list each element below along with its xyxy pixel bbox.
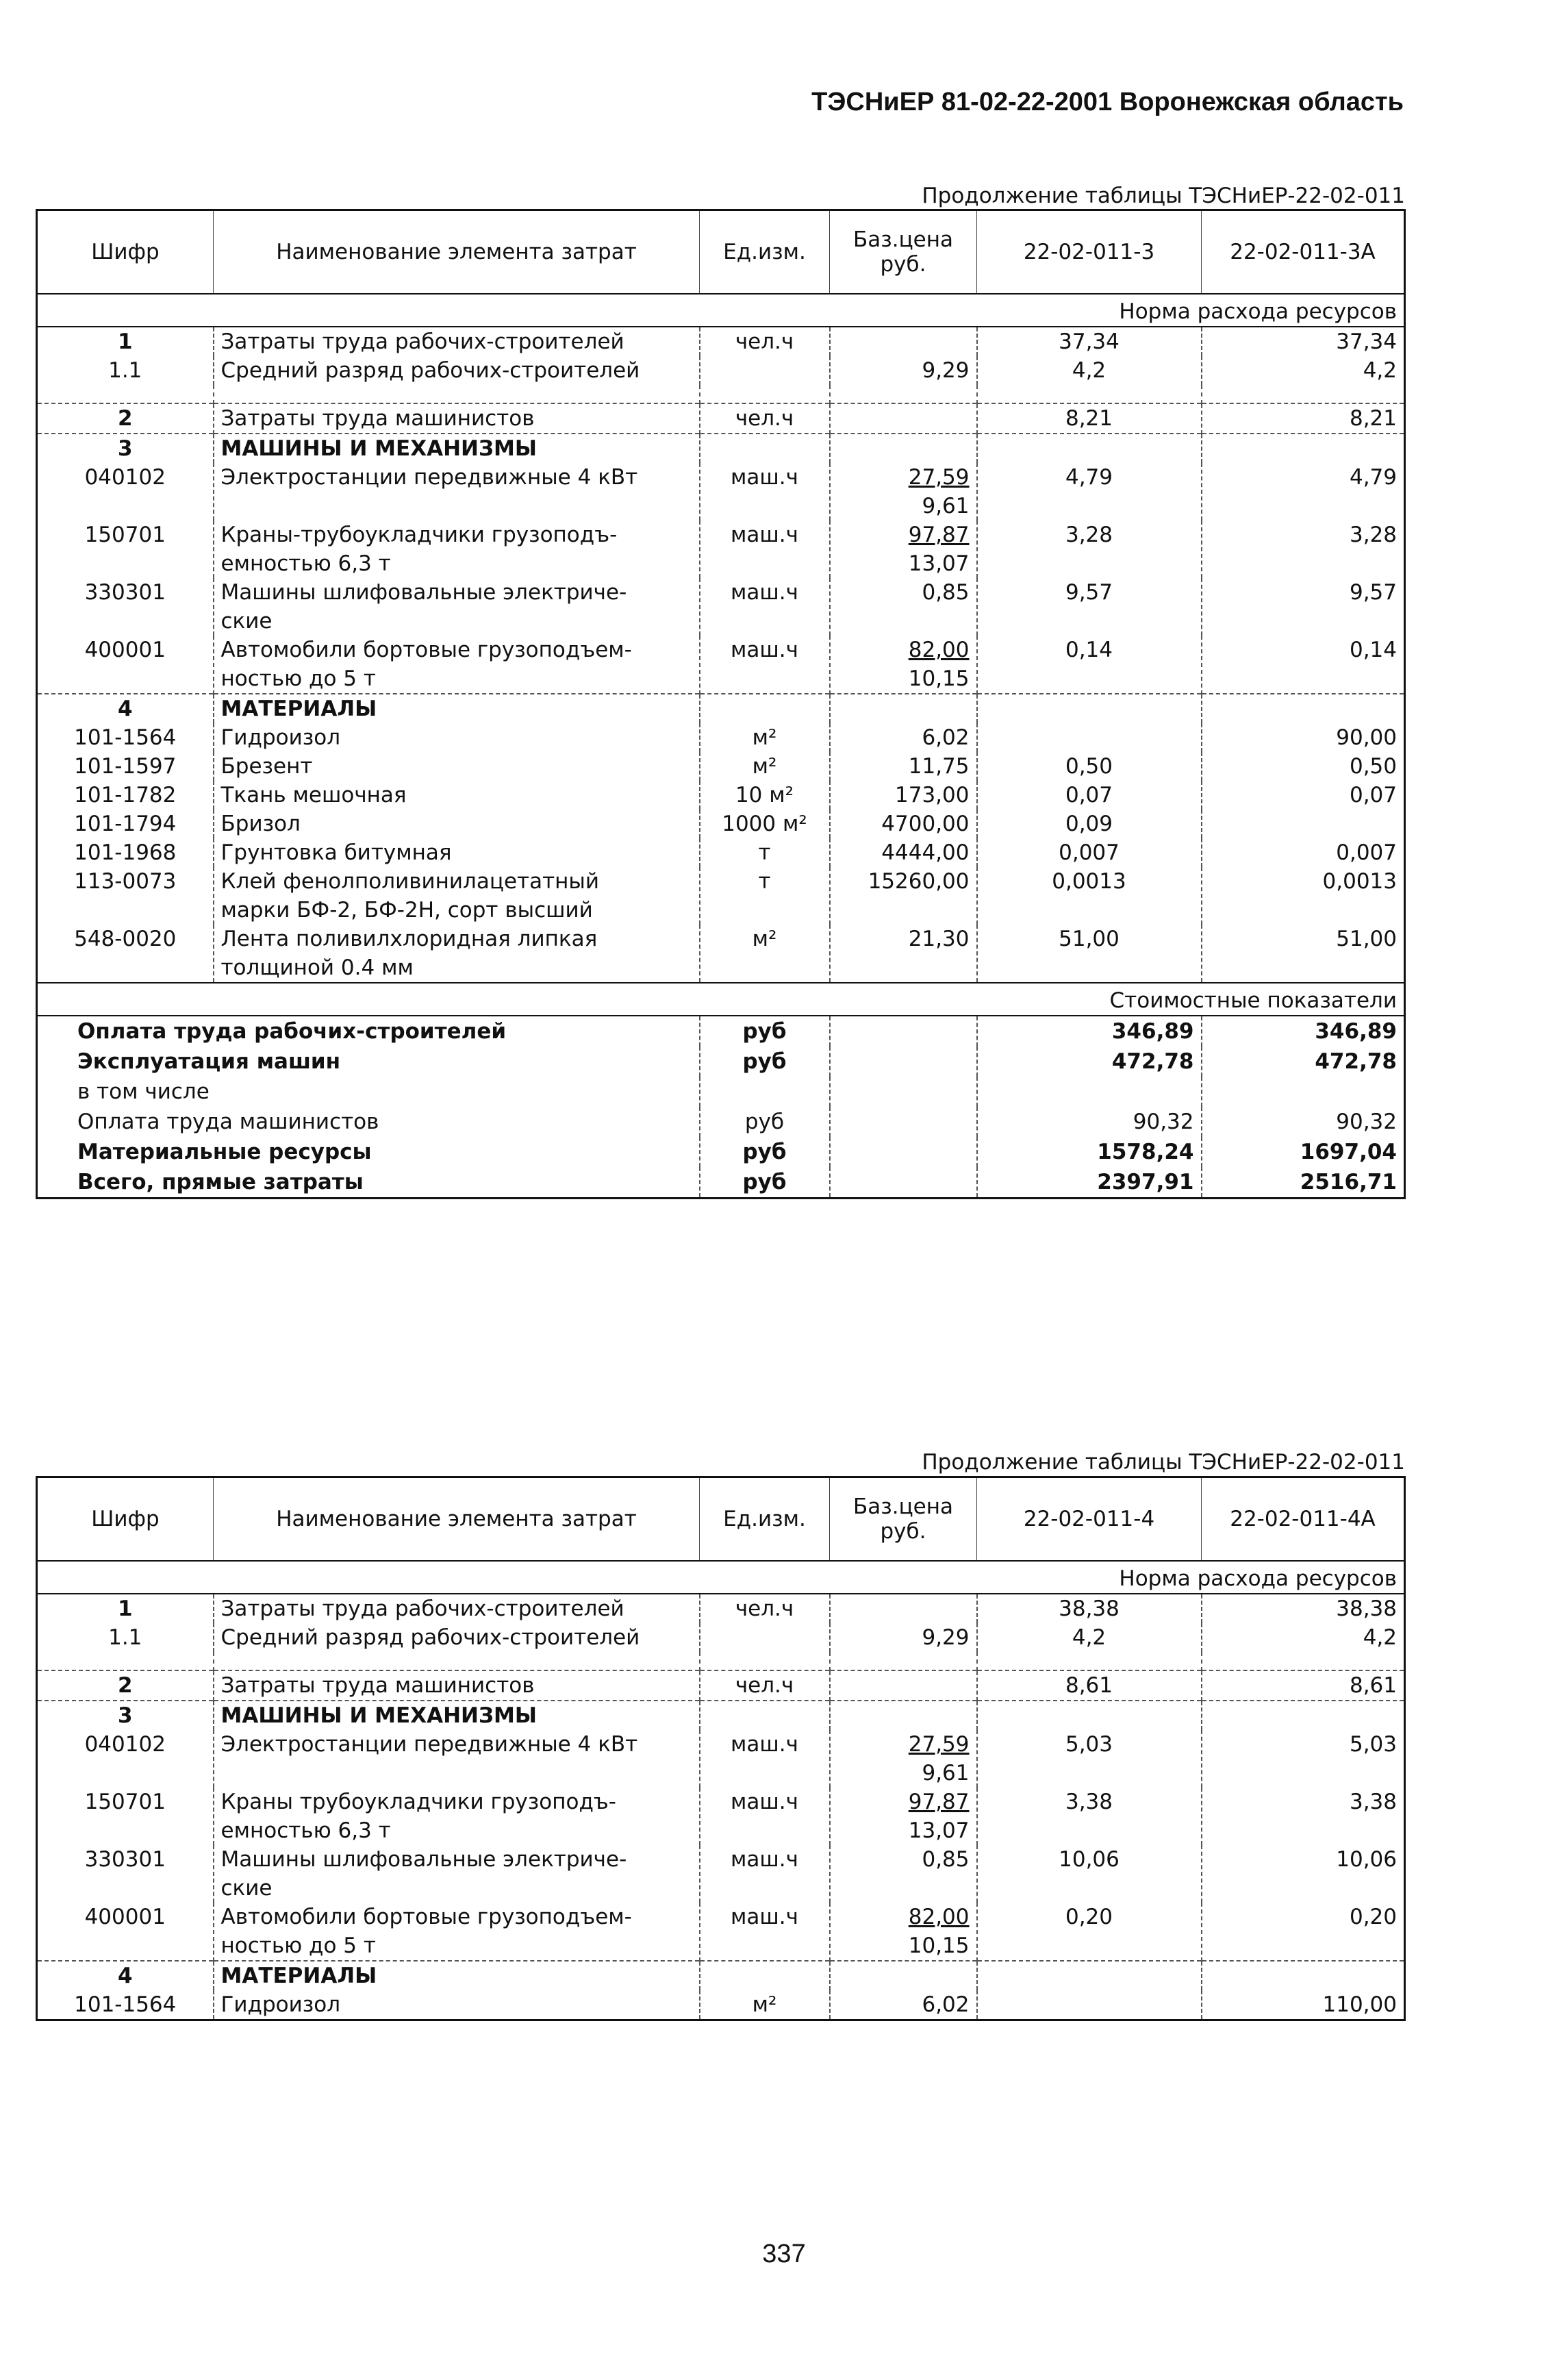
row-value-a: 0,07 (977, 781, 1202, 810)
table-row (37, 636, 1405, 694)
table-caption: Продолжение таблицы ТЭСНиЕР-22-02-011 (922, 1450, 1405, 1475)
row-price: 4444,00 (830, 838, 977, 867)
row-code: 330301 (84, 1847, 166, 1872)
row-value-a: 0,007 (977, 838, 1202, 867)
row-unit: 10 м² (700, 781, 830, 810)
summary-row (37, 1047, 1405, 1077)
table-row (37, 403, 1405, 434)
col-header-price-line1: Баз.цена (852, 227, 954, 252)
row-value-b: 0,50 (1202, 752, 1405, 781)
row-value-b: 37,34 (1202, 327, 1405, 356)
row-name-line1: Клей фенолполивинилацетатный (220, 869, 600, 894)
row-name: Электростанции передвижные 4 кВт (214, 1730, 700, 1788)
row-name-line2: ские (220, 1876, 273, 1901)
table-row (37, 838, 1405, 867)
price-main: 82,00 (908, 638, 970, 662)
section-code: 3 (37, 1701, 214, 1730)
section-title: МАШИНЫ И МЕХАНИЗМЫ (214, 1701, 700, 1730)
row-name (214, 1903, 700, 1961)
table-row (37, 1903, 1405, 1961)
table-row (37, 723, 1405, 752)
row-name-line2: ностью до 5 т (220, 1933, 376, 1958)
cost-label-row (37, 983, 1405, 1016)
row-value-b: 90,00 (1202, 723, 1405, 752)
row-name-line1: Краны трубоукладчики грузоподъ- (220, 1790, 616, 1814)
row-value-b: 10,06 (1202, 1845, 1405, 1903)
section-title: МАШИНЫ И МЕХАНИЗМЫ (214, 434, 700, 463)
row-code: 101-1597 (74, 754, 177, 779)
table-header-row (37, 1477, 1405, 1562)
section-row (37, 1701, 1405, 1730)
row-value-a: 4,2 (977, 1623, 1202, 1652)
row-price: 9,29 (830, 1623, 977, 1652)
summary-unit: руб (700, 1047, 830, 1077)
price-wage: 9,61 (922, 1761, 970, 1785)
col-header-price (830, 1477, 977, 1562)
row-unit: м² (700, 925, 830, 983)
row-value-b: 4,2 (1202, 1623, 1405, 1652)
row-value-a: 3,28 (977, 521, 1202, 578)
row-name-line2: емностью 6,3 т (220, 551, 391, 576)
price-wage: 10,15 (908, 1933, 970, 1958)
table-row (37, 867, 1405, 925)
table-row (37, 521, 1405, 578)
table-row (37, 925, 1405, 983)
row-unit: маш.ч (700, 636, 830, 694)
row-value-b: 38,38 (1202, 1594, 1405, 1623)
summary-value-b: 2516,71 (1202, 1167, 1405, 1199)
row-value-a: 4,2 (977, 356, 1202, 385)
col-header-unit: Ед.изм. (700, 210, 830, 294)
summary-row (37, 1167, 1405, 1199)
row-code: 101-1564 (74, 725, 177, 750)
resource-table-1 (36, 209, 1406, 1199)
row-name-line1: Автомобили бортовые грузоподъем- (220, 638, 632, 662)
row-unit: маш.ч (700, 578, 830, 636)
row-code: 150701 (84, 523, 166, 547)
table-row (37, 463, 1405, 521)
row-price (830, 403, 977, 434)
row-value-a: 0,20 (977, 1903, 1202, 1961)
row-value-b: 0,007 (1202, 838, 1405, 867)
col-header-a: 22-02-011-4 (977, 1477, 1202, 1562)
section-code: 3 (37, 434, 214, 463)
col-header-price (830, 210, 977, 294)
col-header-b: 22-02-011-3А (1202, 210, 1405, 294)
spacer-row (37, 1652, 1405, 1670)
col-header-price-line1: Баз.цена (852, 1494, 954, 1519)
price-main: 82,00 (908, 1905, 970, 1929)
table-header-row (37, 210, 1405, 294)
row-value-a: 9,57 (977, 578, 1202, 636)
summary-value-a: 1578,24 (977, 1137, 1202, 1167)
row-value-b: 9,57 (1202, 578, 1405, 636)
summary-row (37, 1077, 1405, 1107)
row-value-b: 8,61 (1202, 1670, 1405, 1701)
row-code: 040102 (84, 1732, 166, 1757)
row-price: 15260,00 (830, 867, 977, 925)
summary-name: Материальные ресурсы (77, 1140, 372, 1164)
row-value-b: 0,20 (1202, 1903, 1405, 1961)
table-row (37, 1788, 1405, 1845)
row-value-a: 10,06 (977, 1845, 1202, 1903)
col-header-price-line2: руб. (880, 252, 926, 277)
row-name-line1: Автомобили бортовые грузоподъем- (220, 1905, 632, 1929)
row-unit: маш.ч (700, 1730, 830, 1788)
row-name-line1: Лента поливилхлоридная липкая (220, 927, 598, 951)
section-title: МАТЕРИАЛЫ (214, 1961, 700, 1990)
row-value-a (977, 1990, 1202, 2020)
cost-label: Стоимостные показатели (37, 983, 1405, 1016)
row-value-b (1202, 810, 1405, 838)
row-value-a: 8,21 (977, 403, 1202, 434)
row-name (214, 1788, 700, 1845)
row-code: 101-1564 (74, 1992, 177, 2017)
row-price (830, 1670, 977, 1701)
row-code: 101-1794 (74, 812, 177, 836)
section-code: 4 (37, 1961, 214, 1990)
norm-label-row (37, 1561, 1405, 1594)
row-name: Бризол (214, 810, 700, 838)
summary-name: Оплата труда машинистов (77, 1110, 379, 1134)
row-unit: маш.ч (700, 1903, 830, 1961)
row-code: 101-1968 (74, 840, 177, 865)
col-header-code: Шифр (37, 210, 214, 294)
row-name (214, 521, 700, 578)
table-row (37, 356, 1405, 385)
row-unit: т (700, 838, 830, 867)
row-code: 2 (37, 1670, 214, 1701)
row-price (830, 1788, 977, 1845)
row-name (214, 925, 700, 983)
row-price: 9,29 (830, 356, 977, 385)
page-number: 337 (762, 2240, 806, 2268)
summary-row (37, 1107, 1405, 1137)
row-price (830, 463, 977, 521)
row-code: 548-0020 (74, 927, 177, 951)
table-row (37, 327, 1405, 356)
summary-unit: руб (700, 1016, 830, 1047)
row-unit: 1000 м² (700, 810, 830, 838)
table-caption: Продолжение таблицы ТЭСНиЕР-22-02-011 (922, 184, 1405, 208)
document-header: ТЭСНиЕР 81-02-22-2001 Воронежская область (811, 88, 1404, 116)
row-name-line2: ностью до 5 т (220, 666, 376, 691)
row-price: 6,02 (830, 723, 977, 752)
col-header-name: Наименование элемента затрат (214, 1477, 700, 1562)
section-row (37, 1961, 1405, 1990)
row-unit (700, 356, 830, 385)
row-name-line2: ские (220, 609, 273, 634)
row-code: 040102 (84, 465, 166, 490)
row-code: 150701 (84, 1790, 166, 1814)
norm-label: Норма расхода ресурсов (37, 294, 1405, 327)
row-value-a: 38,38 (977, 1594, 1202, 1623)
row-price: 173,00 (830, 781, 977, 810)
row-name (214, 867, 700, 925)
row-name: Затраты труда рабочих-строителей (214, 327, 700, 356)
price-wage: 13,07 (908, 1818, 970, 1843)
row-name: Затраты труда машинистов (214, 403, 700, 434)
row-price (830, 1594, 977, 1623)
row-value-a: 37,34 (977, 327, 1202, 356)
row-price: 0,85 (830, 578, 977, 636)
row-value-a: 4,79 (977, 463, 1202, 521)
row-value-b: 0,0013 (1202, 867, 1405, 925)
row-price: 4700,00 (830, 810, 977, 838)
price-main: 97,87 (908, 1790, 970, 1814)
row-code: 1 (117, 329, 133, 354)
row-value-b: 3,28 (1202, 521, 1405, 578)
summary-unit: руб (700, 1107, 830, 1137)
row-value-a: 51,00 (977, 925, 1202, 983)
table-row (37, 1594, 1405, 1623)
row-name-line2: емностью 6,3 т (220, 1818, 391, 1843)
row-unit: чел.ч (700, 1670, 830, 1701)
price-wage: 10,15 (908, 666, 970, 691)
col-header-a: 22-02-011-3 (977, 210, 1202, 294)
row-code: 113-0073 (74, 869, 177, 894)
row-price (830, 1903, 977, 1961)
row-unit: маш.ч (700, 463, 830, 521)
row-unit: чел.ч (700, 403, 830, 434)
section-row (37, 434, 1405, 463)
section-row (37, 694, 1405, 723)
resource-table-2 (36, 1476, 1406, 2021)
row-value-a: 0,50 (977, 752, 1202, 781)
summary-value-a: 346,89 (977, 1016, 1202, 1047)
row-value-b: 4,79 (1202, 463, 1405, 521)
row-name: Затраты труда машинистов (214, 1670, 700, 1701)
row-name-line2: марки БФ-2, БФ-2Н, сорт высший (220, 898, 593, 923)
row-unit: м² (700, 723, 830, 752)
row-name: Средний разряд рабочих-строителей (214, 1623, 700, 1652)
section-title: МАТЕРИАЛЫ (214, 694, 700, 723)
row-unit: чел.ч (700, 327, 830, 356)
row-name: Ткань мешочная (214, 781, 700, 810)
row-value-b: 51,00 (1202, 925, 1405, 983)
norm-label-row (37, 294, 1405, 327)
row-value-b: 0,07 (1202, 781, 1405, 810)
row-unit: маш.ч (700, 521, 830, 578)
price-main: 27,59 (908, 465, 970, 490)
section-code: 4 (37, 694, 214, 723)
row-code: 330301 (84, 580, 166, 605)
summary-value-b: 90,32 (1202, 1107, 1405, 1137)
row-name: Электростанции передвижные 4 кВт (214, 463, 700, 521)
price-wage: 9,61 (922, 494, 970, 518)
row-price: 0,85 (830, 1845, 977, 1903)
row-name: Средний разряд рабочих-строителей (214, 356, 700, 385)
summary-name: Оплата труда рабочих-строителей (37, 1016, 700, 1047)
row-name-line1: Машины шлифовальные электриче- (220, 580, 627, 605)
spacer-row (37, 385, 1405, 403)
table-row (37, 1845, 1405, 1903)
row-code: 1 (117, 1596, 133, 1621)
norm-label: Норма расхода ресурсов (37, 1561, 1405, 1594)
summary-value-b: 472,78 (1202, 1047, 1405, 1077)
summary-name: Всего, прямые затраты (77, 1170, 364, 1194)
row-value-a: 5,03 (977, 1730, 1202, 1788)
row-unit: маш.ч (700, 1788, 830, 1845)
summary-name: Эксплуатация машин (77, 1049, 341, 1074)
row-name (214, 578, 700, 636)
row-value-a: 0,0013 (977, 867, 1202, 925)
row-value-a: 3,38 (977, 1788, 1202, 1845)
row-name (214, 1845, 700, 1903)
row-value-b: 4,2 (1202, 356, 1405, 385)
row-value-b: 0,14 (1202, 636, 1405, 694)
row-value-b: 8,21 (1202, 403, 1405, 434)
row-value-b: 110,00 (1202, 1990, 1405, 2020)
row-price: 21,30 (830, 925, 977, 983)
row-unit (700, 1623, 830, 1652)
summary-value-b: 346,89 (1202, 1016, 1405, 1047)
row-unit: м² (700, 752, 830, 781)
row-price (830, 636, 977, 694)
row-name: Брезент (214, 752, 700, 781)
row-name (214, 636, 700, 694)
table-row (37, 578, 1405, 636)
row-code: 1.1 (108, 1625, 142, 1650)
row-unit: т (700, 867, 830, 925)
row-unit: маш.ч (700, 1845, 830, 1903)
table-row (37, 1670, 1405, 1701)
row-value-a (977, 723, 1202, 752)
summary-row (37, 1137, 1405, 1167)
row-value-b: 3,38 (1202, 1788, 1405, 1845)
table-row (37, 1623, 1405, 1652)
summary-unit: руб (700, 1167, 830, 1199)
row-value-a: 0,14 (977, 636, 1202, 694)
summary-value-a: 2397,91 (977, 1167, 1202, 1199)
table-row (37, 752, 1405, 781)
summary-value-b: 1697,04 (1202, 1137, 1405, 1167)
row-code: 400001 (84, 1905, 166, 1929)
row-price: 11,75 (830, 752, 977, 781)
price-wage: 13,07 (908, 551, 970, 576)
col-header-price-line2: руб. (880, 1519, 926, 1544)
row-name: Гидроизол (214, 1990, 700, 2020)
row-price (830, 327, 977, 356)
row-value-a: 8,61 (977, 1670, 1202, 1701)
row-code: 2 (37, 403, 214, 434)
summary-value-a: 472,78 (977, 1047, 1202, 1077)
table-row (37, 1730, 1405, 1788)
row-value-b: 5,03 (1202, 1730, 1405, 1788)
row-name: Грунтовка битумная (214, 838, 700, 867)
table-row (37, 781, 1405, 810)
table-row (37, 1990, 1405, 2020)
row-unit: м² (700, 1990, 830, 2020)
col-header-name: Наименование элемента затрат (214, 210, 700, 294)
row-name: Гидроизол (214, 723, 700, 752)
row-price: 6,02 (830, 1990, 977, 2020)
col-header-b: 22-02-011-4А (1202, 1477, 1405, 1562)
row-price (830, 521, 977, 578)
col-header-unit: Ед.изм. (700, 1477, 830, 1562)
summary-name: в том числе (77, 1079, 210, 1104)
row-name: Затраты труда рабочих-строителей (214, 1594, 700, 1623)
row-name-line1: Краны-трубоукладчики грузоподъ- (220, 523, 618, 547)
price-main: 97,87 (908, 523, 970, 547)
price-main: 27,59 (908, 1732, 970, 1757)
summary-row (37, 1016, 1405, 1047)
row-name-line1: Машины шлифовальные электриче- (220, 1847, 627, 1872)
summary-value-a: 90,32 (977, 1107, 1202, 1137)
col-header-code: Шифр (37, 1477, 214, 1562)
row-value-a: 0,09 (977, 810, 1202, 838)
row-name-line2: толщиной 0.4 мм (220, 955, 414, 980)
table-row (37, 810, 1405, 838)
summary-unit: руб (700, 1137, 830, 1167)
row-code: 101-1782 (74, 783, 177, 807)
row-price (830, 1730, 977, 1788)
row-code: 1.1 (108, 358, 142, 383)
row-code: 400001 (84, 638, 166, 662)
row-unit: чел.ч (700, 1594, 830, 1623)
